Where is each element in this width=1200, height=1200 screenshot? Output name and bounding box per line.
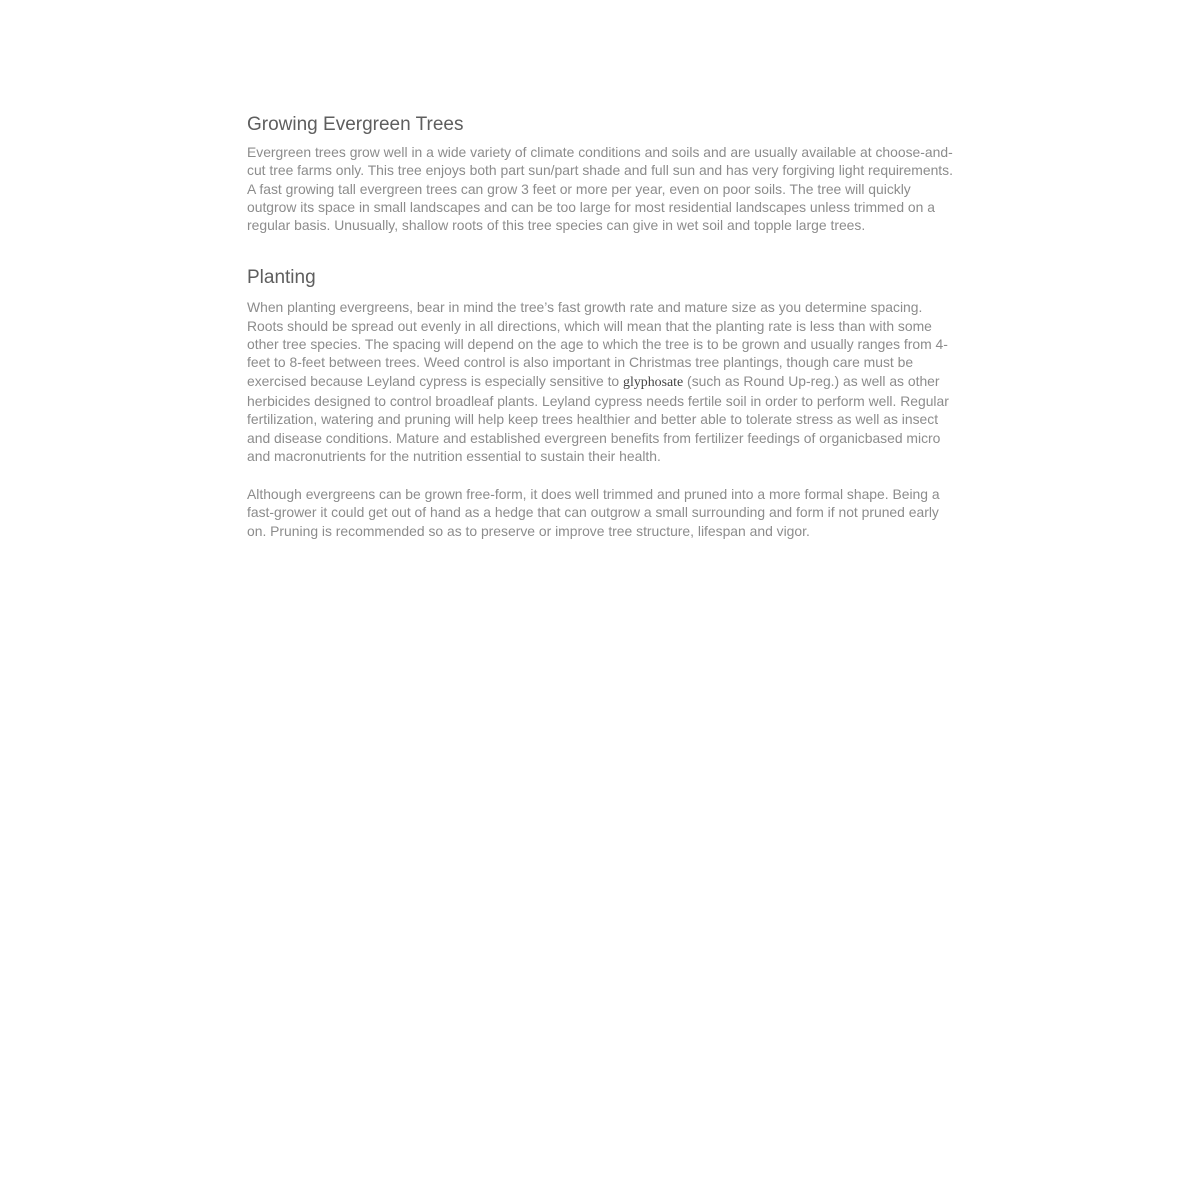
glyphosate-term: glyphosate bbox=[623, 374, 684, 390]
section-heading-growing-evergreen-trees: Growing Evergreen Trees bbox=[247, 114, 464, 135]
paragraph-text: When planting evergreens, bear in mind the tree’s fast growth rate and mature size as you determine spacing. Roots should be spread out evenly in all directions, which will mean that the planting rate is less than with some other tree species. The spacing will depend on the age to which the tree is to be grown and usually ranges from 4-feet to 8-feet between trees. Weed control is also important in Christmas tree plantings, though care must be exercised because Leyland cypress is especially sensitive to bbox=[247, 299, 948, 389]
section-heading-planting: Planting bbox=[247, 267, 316, 289]
paragraph-planting-pruning: Although evergreens can be grown free-form, it does well trimmed and pruned into a more formal shape. Being a fast-grower it could get out of hand as a hedge that can outgrow a small surrounding and form if not pruned early on. Pruning is recommended so as to preserve or improve tree structure, lifespan and vigor. bbox=[247, 486, 940, 539]
paragraph-planting-spacing bbox=[247, 298, 957, 465]
paragraph-text: (such as Round Up-reg.) as well as other herbicides designed to control broadleaf plants. Leyland cypress needs fertile soil in order to perform well. Regular fertilization, watering and pruning will help keep trees healthier and better able to tolerate stress as well as insect and disease conditions. Mature and established evergreen benefits from fertilizer feedings of organicbased micro and macronutrients for the nutrition essential to sustain their health. bbox=[247, 372, 949, 464]
article-body bbox=[247, 113, 957, 540]
paragraph-growing-evergreen-trees: Evergreen trees grow well in a wide variety of climate conditions and soils and are usually available at choose-and-cut tree farms only. This tree enjoys both part sun/part shade and full sun and has very forgiving light requirements. A fast growing tall evergreen trees can grow 3 feet or more per year, even on poor soils. The tree will quickly outgrow its space in small landscapes and can be too large for most residential landscapes unless trimmed on a regular basis. Unusually, shallow roots of this tree species can give in wet soil and topple large trees. bbox=[247, 144, 953, 234]
